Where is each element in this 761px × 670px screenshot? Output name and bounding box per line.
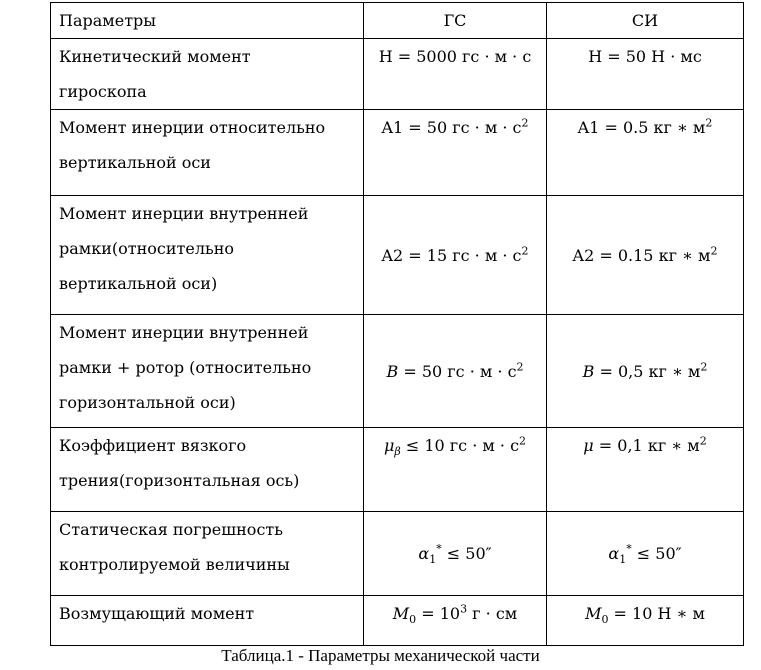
value-gs: A1 = 50 гс · $м \cdot с^2$	[364, 110, 547, 196]
parameter-name	[51, 428, 364, 512]
value-si: $M_0 = 10$ Н ∗ м	[547, 596, 744, 646]
value-si: μ = 0,1 кг ∗ $м^2$	[547, 428, 744, 512]
parameter-text: Момент инерции относительно вертикальной оси	[59, 118, 326, 172]
value-si: H = 50 Н · мс	[547, 39, 744, 110]
value-si: B = 0,5 кг ∗ $м^2$	[547, 315, 744, 428]
parameter-text: Коэффициент вязкого трения(горизонтальная ось)	[59, 436, 300, 490]
parameter-name	[51, 315, 364, 428]
table-row	[51, 196, 744, 315]
header-si: СИ	[547, 3, 744, 39]
header-gs: ГС	[364, 3, 547, 39]
parameters-table	[50, 2, 744, 646]
table-caption: Таблица.1 - Параметры механической части	[221, 646, 540, 665]
table-row	[51, 110, 744, 196]
table-header-row	[51, 3, 744, 39]
parameter-text: Возмущающий момент	[59, 604, 255, 623]
value-gs: $\alpha_1^* \le 50''$	[364, 512, 547, 596]
parameter-name	[51, 512, 364, 596]
table-row	[51, 512, 744, 596]
parameter-name	[51, 110, 364, 196]
parameter-text: Момент инерции внутренней рамки + ротор (относительно горизонтальной оси)	[59, 323, 312, 412]
value-gs: $\mu_\beta \le 10$ гс · $м \cdot с^2$	[364, 428, 547, 512]
parameter-text: Момент инерции внутренней рамки(относительно вертикальной оси)	[59, 204, 309, 293]
value-si: A2 = 0.15 кг ∗ $м^2$	[547, 196, 744, 315]
value-si: $\alpha_1^* \le 50''$	[547, 512, 744, 596]
value-gs: $M_0 = 10^3$ г · см	[364, 596, 547, 646]
parameter-name	[51, 39, 364, 110]
table-row	[51, 315, 744, 428]
value-si: A1 = 0.5 кг ∗ $м^2$	[547, 110, 744, 196]
parameter-name	[51, 196, 364, 315]
value-gs: H = 5000 гс · м · с	[364, 39, 547, 110]
value-gs: A2 = 15 гс · $м \cdot с^2$	[364, 196, 547, 315]
table-row	[51, 428, 744, 512]
parameter-name	[51, 596, 364, 646]
value-gs: B = 50 гс · $м \cdot с^2$	[364, 315, 547, 428]
table-row	[51, 39, 744, 110]
header-parameters: Параметры	[51, 3, 364, 39]
parameter-text: Кинетический момент гироскопа	[59, 47, 251, 101]
table-row	[51, 596, 744, 646]
parameter-text: Статическая погрешность контролируемой величины	[59, 520, 290, 574]
